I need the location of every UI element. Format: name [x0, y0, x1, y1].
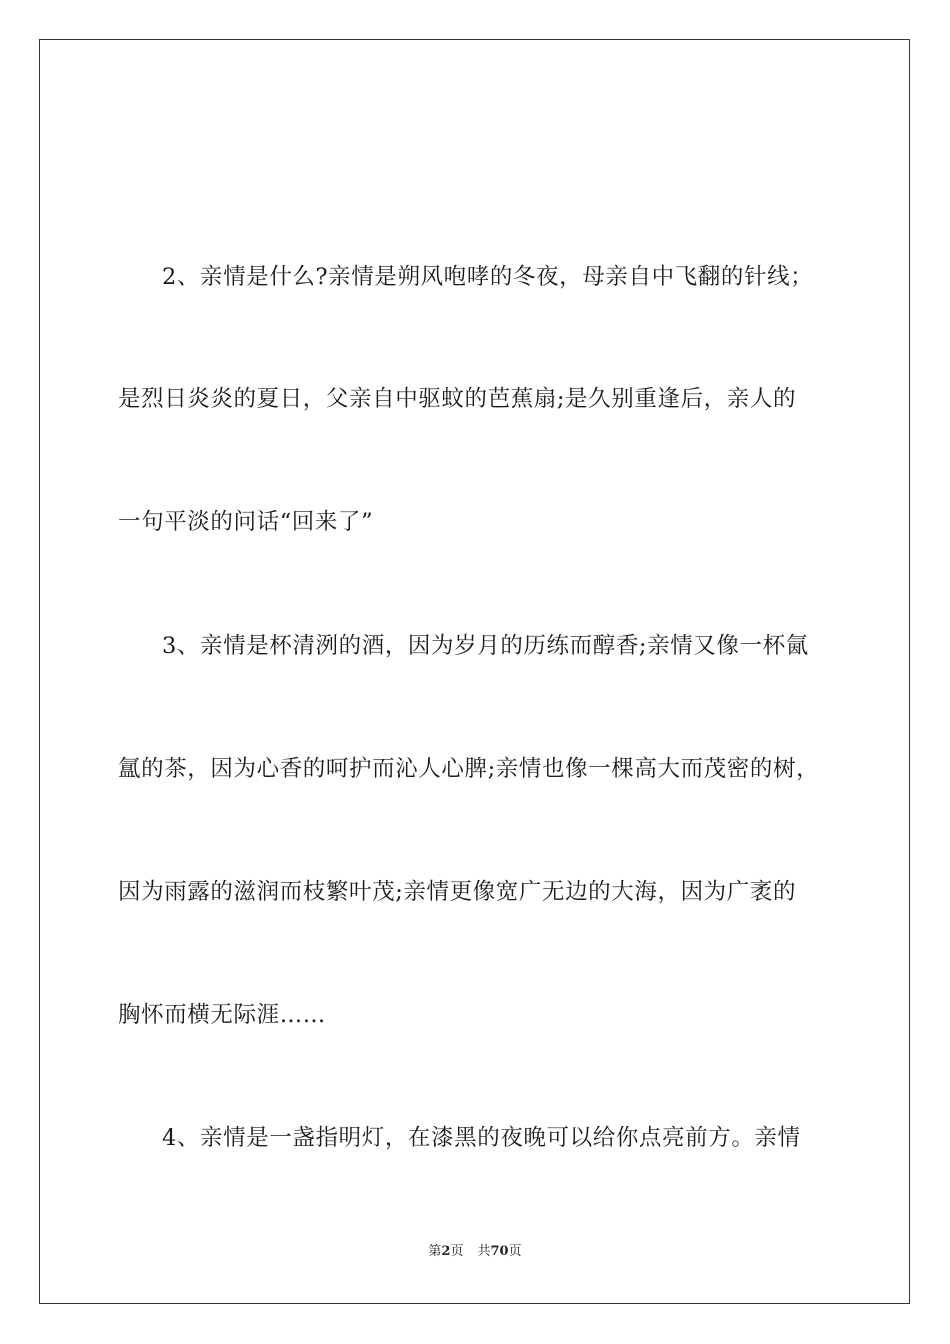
page-border [39, 39, 910, 1304]
paragraph-2-line-1: 2、亲情是什么?亲情是朔风咆哮的冬夜，母亲自中飞翻的针线； [162, 264, 814, 290]
footer-total-prefix: 共 [477, 1244, 491, 1259]
footer-total-suffix: 页 [508, 1244, 522, 1259]
paragraph-2-line-3: 一句平淡的问话“回来了” [118, 509, 374, 535]
page-footer [0, 1244, 950, 1260]
footer-page-prefix: 第 [428, 1244, 442, 1259]
paragraph-3-line-2: 氲的茶，因为心香的呵护而沁人心脾;亲情也像一棵高大而茂密的树， [118, 756, 820, 782]
footer-total-pages: 70 [490, 1244, 509, 1259]
paragraph-3-line-4: 胸怀而横无际涯…… [118, 1002, 326, 1028]
footer-page-suffix: 页 [450, 1244, 464, 1259]
footer-page-number: 2 [441, 1244, 451, 1259]
paragraph-3-line-3: 因为雨露的滋润而枝繁叶茂;亲情更像宽广无边的大海，因为广袤的 [118, 879, 797, 905]
paragraph-3-line-1: 3、亲情是杯清洌的酒，因为岁月的历练而醇香;亲情又像一杯氤 [162, 633, 809, 659]
paragraph-2-line-2: 是烈日炎炎的夏日，父亲自中驱蚊的芭蕉扇;是久别重逢后，亲人的 [118, 386, 797, 412]
paragraph-4-line-1: 4、亲情是一盏指明灯，在漆黑的夜晚可以给你点亮前方。亲情 [162, 1125, 801, 1151]
